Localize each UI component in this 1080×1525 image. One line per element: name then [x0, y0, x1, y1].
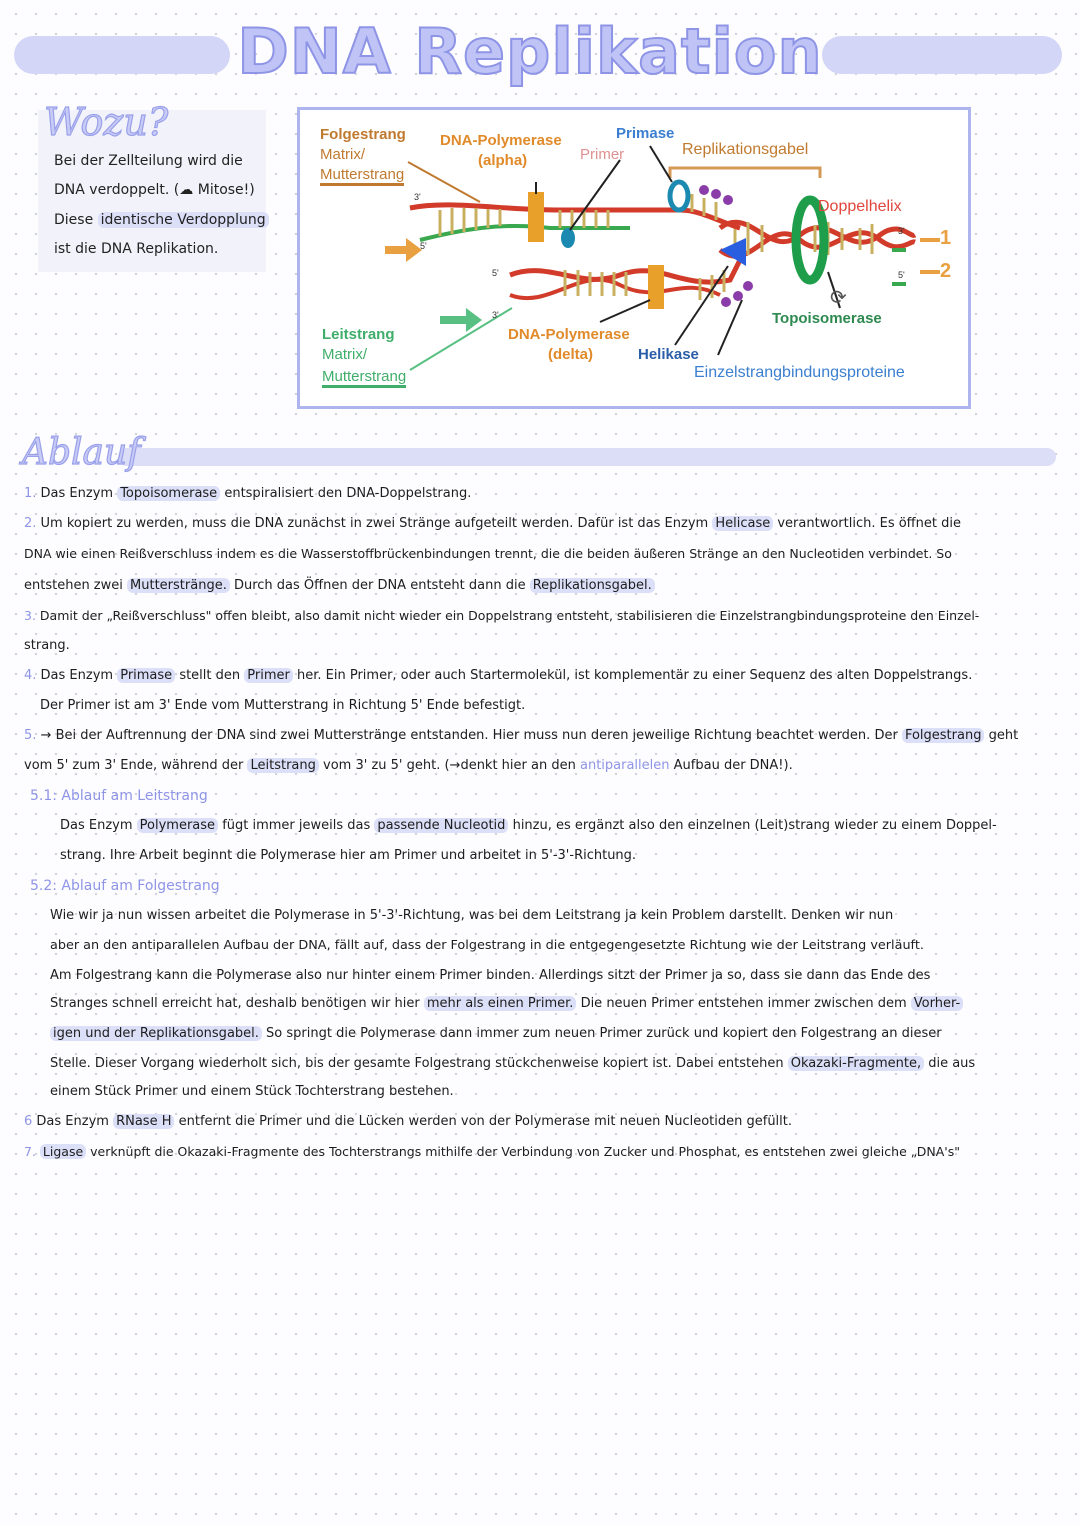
step-text: Die neuen Primer entstehen immer zwischen dem [580, 996, 907, 1011]
step-text: her. Ein Primer, oder auch Startermolekül, ist komplementär zu einer Sequenz des alten Doppelstrangs. [296, 668, 973, 683]
step-highlight: Folgestrang [902, 728, 985, 743]
wozu-text: Mitose!) [197, 182, 255, 198]
step-highlight: Helicase [712, 516, 773, 531]
label-pol-alpha-sub: (alpha) [478, 152, 528, 169]
label-pol-alpha: DNA-Polymerase [440, 132, 562, 149]
step-highlight: RNase H [113, 1114, 174, 1129]
step-number: 7. [24, 1144, 36, 1159]
step-highlight: mehr als einen Primer. [424, 996, 577, 1011]
label-helikase: Helikase [638, 346, 699, 363]
step-highlight: Primer [244, 668, 293, 683]
wozu-line-1 [54, 153, 243, 169]
step-text: aber an den antiparallelen Aufbau der DNA, fällt auf, dass der Folgestrang in die entgegengesetzte Richtung wie der Leitstrang verläuft. [50, 938, 924, 953]
step-text: Wie wir ja nun wissen arbeitet die Polymerase in 5'-3'-Richtung, was bei dem Leitstrang ja kein Problem darstellt. Denken wir nun [50, 908, 894, 923]
label-pol-delta: DNA-Polymerase [508, 326, 630, 343]
step-text: verantwortlich. Es öffnet die [777, 516, 961, 531]
step-text: Stranges schnell erreicht hat, deshalb benötigen wir hier [50, 996, 420, 1011]
label-topoisomerase: Topoisomerase [772, 310, 882, 327]
step-text: Damit der „Reißverschluss" offen bleibt, also damit nicht wieder ein Doppelstrang entsteht, stabilisieren die Einzelstrangbindungsproteine den Einzel- [39, 608, 980, 623]
label-folge-matrix: Matrix/ [320, 146, 365, 163]
step-highlight: Primase [117, 668, 175, 683]
step-text: Der Primer ist am 3' Ende vom Mutterstrang in Richtung 5' Ende befestigt. [40, 698, 526, 713]
cell-icon: ☁ [179, 182, 194, 198]
label-strand-1: 1 [940, 227, 952, 249]
title-bar-right [822, 36, 1062, 74]
step-5-2-line-2 [50, 938, 924, 953]
step-text: entspiralisiert den DNA-Doppelstrang. [224, 486, 472, 501]
step-5-1-line-2 [60, 848, 636, 863]
wozu-line-2 [54, 182, 255, 198]
label-doppelhelix: Doppelhelix [818, 198, 902, 215]
step-number: 2. [24, 516, 37, 531]
label-primase: Primase [616, 125, 675, 142]
wozu-line-4 [54, 241, 218, 257]
step-text: Das Enzym [40, 668, 114, 683]
step-number: 6 [24, 1114, 33, 1129]
step-highlight: Leitstrang [247, 758, 318, 773]
step-5-2-line-6 [50, 1056, 975, 1071]
step-highlight: passende Nucleotid [374, 818, 508, 833]
step-5-2-line-5 [50, 1026, 942, 1041]
wozu-text: ist die DNA Replikation. [54, 241, 219, 257]
rotation-icon: ⟳ [830, 285, 847, 309]
label-pol-delta-sub: (delta) [548, 346, 593, 363]
step-text: geht [988, 728, 1019, 743]
step-text: verknüpft die Okazaki-Fragmente des Tochterstrangs mithilfe der Verbindung von Zucker und Phosphat, es entstehen zwei gleiche „DNA's" [90, 1144, 960, 1159]
step-text: Aufbau der DNA!). [673, 758, 793, 773]
diagram-svg [300, 110, 968, 406]
step-6 [24, 1114, 792, 1129]
parental-helix [720, 222, 915, 256]
step-text: entstehen zwei [24, 578, 123, 593]
label-prime-5b: 5' [492, 268, 499, 278]
step-highlight: Replikationsgabel. [530, 578, 655, 593]
label-leit-matrix: Matrix/ [322, 346, 367, 363]
step-4-line-2 [40, 698, 525, 713]
step-number: 3. [24, 608, 36, 623]
label-leitstrang: Leitstrang [322, 326, 395, 343]
wozu-text: DNA verdoppelt. ( [54, 182, 180, 198]
step-highlight: igen und der Replikationsgabel. [50, 1026, 262, 1041]
step-5-1-heading: 5.1: Ablauf am Leitstrang [30, 788, 208, 804]
label-strand-2: 2 [940, 260, 952, 282]
step-text: die aus [928, 1056, 976, 1071]
step-2-line-1 [24, 516, 961, 531]
step-2-line-2 [24, 546, 952, 561]
label-folge-mutterstrang: Mutterstrang [320, 166, 404, 186]
step-7 [24, 1144, 960, 1159]
step-accent-text: antiparallelen [579, 758, 670, 773]
lagging-strand [410, 182, 740, 248]
step-number: 1. [24, 486, 37, 501]
step-highlight: Topoisomerase [117, 486, 220, 501]
replication-diagram [297, 107, 971, 409]
step-number: 5. [24, 728, 37, 743]
step-text: Das Enzym [36, 1114, 109, 1129]
step-text: strang. [24, 638, 70, 653]
step-text: Durch das Öffnen der DNA entsteht dann die [233, 578, 526, 593]
label-folgestrang: Folgestrang [320, 126, 406, 143]
step-text: Am Folgestrang kann die Polymerase also nur hinter einem Primer binden. Allerdings sitzt der Primer ja so, dass sie dann das Ende des [50, 968, 931, 983]
helikase-shape [720, 238, 746, 266]
wozu-text: Diese [54, 212, 94, 228]
ablauf-heading: Ablauf [22, 432, 141, 473]
label-prime-5a: 5' [420, 241, 427, 251]
step-5-line-1 [24, 728, 1018, 743]
step-2-line-3 [24, 578, 655, 593]
step-text: Um kopiert zu werden, muss die DNA zunächst in zwei Stränge aufgeteilt werden. Dafür ist das Enzym [40, 516, 709, 531]
step-highlight: Polymerase [137, 818, 218, 833]
step-text: Das Enzym [40, 486, 114, 501]
replikationsgabel-bracket [670, 168, 820, 178]
page-title: DNA Replikation [237, 15, 823, 88]
label-ssb: Einzelstrangbindungsproteine [694, 364, 905, 381]
step-5-2-line-1 [50, 908, 893, 923]
wozu-heading: Wozu? [44, 100, 169, 144]
step-text: hinzu, es ergänzt also den einzelnen (Leit)strang wieder zu einem Doppel- [512, 818, 997, 833]
step-highlight: Okazaki-Fragmente, [788, 1056, 924, 1071]
step-text: So springt die Polymerase dann immer zum neuen Primer zurück und kopiert den Folgestrang an dieser [266, 1026, 942, 1041]
step-highlight: Vorher- [911, 996, 963, 1011]
label-prime-5c: 5' [898, 270, 905, 280]
step-5-2-line-4 [50, 996, 963, 1011]
step-5-2-line-7 [50, 1084, 454, 1099]
step-5-line-2 [24, 758, 793, 773]
wozu-line-3 [54, 212, 269, 228]
label-prime-3b: 3' [492, 310, 499, 320]
step-text: stellt den [179, 668, 241, 683]
step-3-line-1 [24, 608, 979, 623]
step-text: vom 3' zu 5' geht. (→denkt hier an den [323, 758, 576, 773]
label-leit-mutterstrang: Mutterstrang [322, 368, 406, 388]
step-text: → Bei der Auftrennung der DNA sind zwei Mutterstränge entstanden. Hier muss nun deren jeweilige Richtung beachtet werden. Der [40, 728, 898, 743]
label-prime-3a: 3' [414, 192, 421, 202]
step-5-2-heading: 5.2: Ablauf am Folgestrang [30, 878, 220, 894]
step-text: Das Enzym [60, 818, 133, 833]
step-text: strang. Ihre Arbeit beginnt die Polymerase hier am Primer und arbeitet in 5'-3'-Richtung. [60, 848, 637, 863]
step-4-line-1 [24, 668, 972, 683]
step-text: entfernt die Primer und die Lücken werden von der Polymerase mit neuen Nucleotiden gefüllt. [178, 1114, 793, 1129]
wozu-text: Bei der Zellteilung wird die [54, 153, 243, 169]
step-3-line-2 [24, 638, 70, 653]
wozu-highlight: identische Verdopplung [98, 212, 269, 228]
label-replikationsgabel: Replikationsgabel [682, 141, 809, 158]
label-primer: Primer [580, 146, 625, 163]
step-text: fügt immer jeweils das [222, 818, 371, 833]
step-text: vom 5' zum 3' Ende, während der [24, 758, 244, 773]
title-bar-left [14, 36, 230, 74]
step-1 [24, 486, 471, 501]
step-5-1-line-1 [60, 818, 997, 833]
step-highlight: Ligase [40, 1144, 86, 1159]
step-number: 4. [24, 668, 37, 683]
label-prime-3c: 3' [898, 226, 905, 236]
ablauf-bar [118, 448, 1056, 466]
step-text: Stelle. Dieser Vorgang wiederholt sich, bis der gesamte Folgestrang stückchenweise kopiert ist. Dabei entstehen [50, 1056, 784, 1071]
step-highlight: Mutterstränge. [127, 578, 230, 593]
step-text: einem Stück Primer und einem Stück Tochterstrang bestehen. [50, 1084, 454, 1099]
step-5-2-line-3 [50, 968, 930, 983]
step-text: DNA wie einen Reißverschluss indem es die Wasserstoffbrückenbindungen trennt, die die beiden äußeren Stränge an den Nucleotiden verbindet. So [24, 546, 952, 561]
